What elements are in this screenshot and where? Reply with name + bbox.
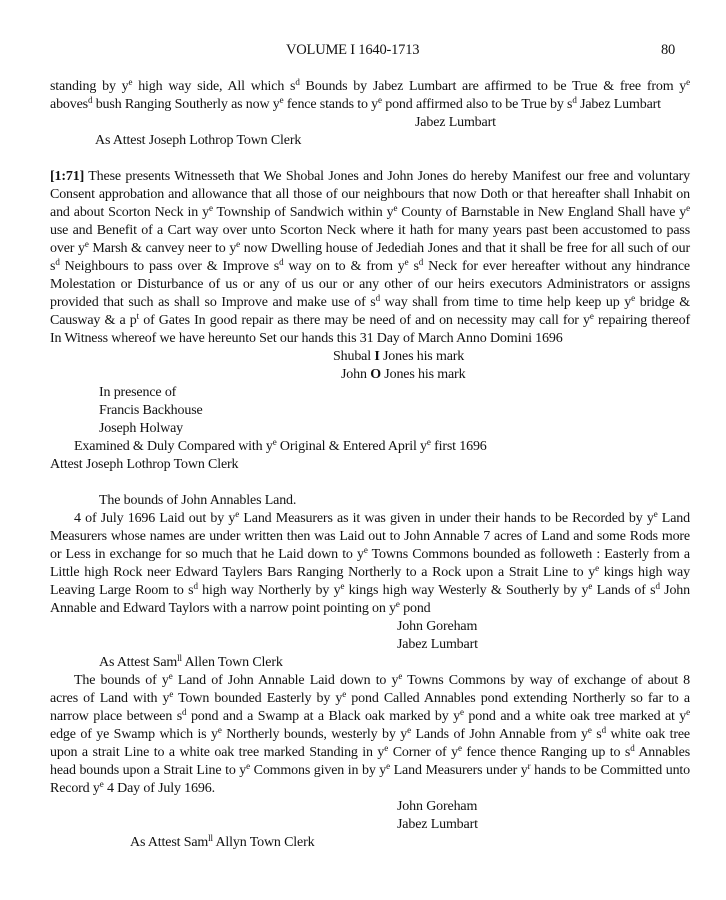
attest-line [50, 456, 238, 474]
body-line [50, 312, 690, 330]
text-segment: repairing thereof [593, 313, 690, 328]
body-line [74, 438, 487, 456]
text-segment: use and Benefit of a Cart way over unto Scorton Neck where it hath for many years past been accustomed to pass [50, 223, 690, 238]
body-line [50, 258, 690, 276]
superscript: d [572, 95, 577, 105]
body-line [50, 672, 690, 690]
body-line [50, 96, 661, 114]
text-segment: and about Scorton Neck in y [50, 205, 209, 220]
bold-text: [1:71] [50, 169, 85, 184]
superscript: e [208, 203, 213, 213]
text-segment: acres of Land with y [50, 691, 170, 706]
text-segment: upon a strait Line to a white oak tree marked Standing in y [50, 745, 385, 760]
page-number: 80 [661, 42, 676, 58]
superscript: e [588, 581, 593, 591]
superscript: e [589, 311, 594, 321]
text-segment: high way side, All which s [132, 79, 296, 94]
superscript: e [169, 689, 174, 699]
superscript: d [630, 743, 635, 753]
body-line [50, 186, 690, 204]
superscript: ll [208, 833, 213, 843]
text-segment: These presents Witnesseth that We Shobal Jones and John Jones do hereby Manifest our free and voluntary [84, 169, 690, 184]
superscript: e [272, 437, 277, 447]
bold-text: I [374, 349, 380, 364]
text-segment: pond and a white oak tree marked at y [463, 709, 687, 724]
body-line [50, 546, 690, 564]
body-line [50, 582, 690, 600]
text-segment: Neck for ever hereafter without any hindrance [423, 259, 690, 274]
superscript: d [601, 725, 606, 735]
text-segment: first 1696 [430, 439, 487, 454]
text-segment: Land of John Annable Laid down to y [172, 673, 399, 688]
text-segment: Land Measurers under y [390, 763, 528, 778]
superscript: e [686, 707, 691, 717]
signature-line [341, 366, 465, 384]
superscript: e [384, 743, 389, 753]
superscript: e [631, 293, 635, 303]
body-line [50, 78, 690, 96]
superscript: e [459, 707, 464, 717]
text-segment: or Less in exchange for so much that he Laid down to y [50, 547, 364, 562]
text-segment: Jones his mark [379, 349, 465, 364]
text-segment: over y [50, 241, 85, 256]
superscript: e [457, 743, 462, 753]
superscript: d [193, 581, 198, 591]
text-segment: white oak tree [605, 727, 690, 742]
text-segment: Jones his mark [380, 367, 466, 382]
superscript: d [295, 77, 300, 87]
text-segment: head bounds upon a Strait Line to y [50, 763, 247, 778]
text-segment: John [659, 583, 691, 598]
text-segment: Shubal [333, 349, 375, 364]
body-line [50, 726, 690, 744]
text-segment: Record y [50, 781, 100, 796]
text-segment: As Attest Sam [99, 655, 178, 670]
text-segment: Lands of s [592, 583, 656, 598]
body-line [50, 168, 690, 186]
body-line [50, 528, 690, 546]
section-heading [99, 492, 296, 510]
text-segment: John Goreham [397, 619, 478, 634]
superscript: d [655, 581, 660, 591]
text-segment: kings high way [598, 565, 690, 580]
body-line [50, 240, 690, 258]
body-line [50, 330, 563, 348]
superscript: e [279, 95, 284, 105]
superscript: e [128, 77, 133, 87]
superscript: e [236, 239, 241, 249]
text-segment: Marsh & canvey neer to y [88, 241, 237, 256]
text-segment: now Dwelling house of Jedediah Jones and that it shall be free for all such of our [240, 241, 690, 256]
text-segment: high way Northerly by y [197, 583, 341, 598]
witness-line [99, 384, 176, 402]
superscript: d [87, 95, 93, 105]
superscript: e [340, 581, 345, 591]
superscript: e [398, 671, 403, 681]
text-segment: Towns Commons bounded as followeth : Easterly from a [367, 547, 690, 562]
superscript: e [393, 203, 398, 213]
text-segment: pond affirmed also to be True by s [381, 97, 573, 112]
text-segment: Little high Rock neer Edward Taylers Bars Ranging Northerly to a Rock upon a Strait Line to y [50, 565, 596, 580]
text-segment: In Witness whereof we have hereunto Set our hands this 31 Day of March Anno Domini 1696 [50, 331, 563, 346]
text-segment: Original & Entered April y [276, 439, 427, 454]
body-line [50, 600, 431, 618]
superscript: d [55, 257, 60, 267]
superscript: e [363, 545, 368, 555]
superscript: d [182, 707, 187, 717]
superscript: e [342, 689, 347, 699]
text-segment: Northerly bounds, westerly by y [221, 727, 408, 742]
attest-line [99, 654, 283, 672]
attest-line [130, 834, 314, 852]
text-segment: 4 Day of July 1696. [103, 781, 215, 796]
text-segment: Examined & Duly Compared with y [74, 439, 273, 454]
body-line [50, 744, 690, 762]
text-segment: Township of Sandwich within y [212, 205, 394, 220]
superscript: e [686, 203, 690, 213]
superscript: e [407, 725, 411, 735]
volume-title: VOLUME I 1640-1713 [286, 42, 420, 58]
text-segment: Causway & a p [50, 313, 137, 328]
signature-line [397, 816, 478, 834]
text-segment: As Attest Sam [130, 835, 209, 850]
text-segment: Leaving Large Room to s [50, 583, 194, 598]
text-segment: Neighbours to pass over & Improve s [59, 259, 280, 274]
signature-line [415, 114, 496, 132]
text-segment: The bounds of John Annables Land. [99, 493, 297, 508]
superscript: e [653, 509, 658, 519]
witness-line [99, 420, 183, 438]
text-segment: Jabez Lumbart [415, 115, 496, 130]
superscript: e [378, 95, 382, 105]
body-line [50, 222, 690, 240]
text-segment: bush Ranging Southerly as now y [92, 97, 280, 112]
text-segment: s [591, 727, 602, 742]
signature-line [397, 798, 477, 816]
text-segment: bridge & [635, 295, 690, 310]
text-segment: Annable and Edward Taylors with a narrow point pointing on y [50, 601, 396, 616]
text-segment: Allyn Town Clerk [212, 835, 315, 850]
superscript: e [686, 77, 690, 87]
text-segment: 4 of July 1696 Laid out by y [74, 511, 236, 526]
text-segment: narrow place between s [50, 709, 183, 724]
text-segment: Molestation or Disturbance of us or any of us our or any other of our heirs executors Administrators or assigns [50, 277, 690, 292]
text-segment: s [408, 259, 419, 274]
text-segment: Allen Town Clerk [181, 655, 283, 670]
superscript: d [279, 257, 284, 267]
superscript: d [375, 293, 380, 303]
text-segment: Annables [634, 745, 691, 760]
text-segment: The bounds of y [74, 673, 169, 688]
text-segment: Measurers whose names are under written then was Laid out to John Annable 7 acres of Land and some Rods more [50, 529, 690, 544]
text-segment: of Gates In good repair as there may be need of and on necessity may call for y [138, 313, 590, 328]
text-segment: As Attest Joseph Lothrop Town Clerk [95, 133, 302, 148]
body-line [50, 762, 690, 780]
superscript: d [418, 257, 424, 267]
superscript: ll [177, 653, 182, 663]
text-segment: Commons given in by y [250, 763, 387, 778]
superscript: e [386, 761, 391, 771]
superscript: e [426, 437, 431, 447]
text-segment: aboves [50, 97, 88, 112]
superscript: e [595, 563, 599, 573]
body-line [50, 204, 690, 222]
text-segment: Attest Joseph Lothrop Town Clerk [50, 457, 239, 472]
superscript: e [246, 761, 251, 771]
superscript: r [527, 761, 531, 771]
text-segment: way shall from time to time help keep up y [379, 295, 632, 310]
text-segment: Lands of John Annable from y [410, 727, 588, 742]
text-segment: pond Called Annables pond extending Northerly so far to a [346, 691, 690, 706]
superscript: e [404, 257, 409, 267]
text-segment: pond [399, 601, 431, 616]
text-segment: Corner of y [388, 745, 458, 760]
text-segment: Town bounded Easterly by y [173, 691, 343, 706]
body-line [50, 690, 690, 708]
body-line [50, 294, 690, 312]
text-segment: Joseph Holway [99, 421, 183, 436]
text-segment: s [50, 259, 56, 274]
text-segment: edge of ye Swamp which is y [50, 727, 218, 742]
signature-line [397, 636, 478, 654]
text-segment: County of Barnstable in New England Shall have y [397, 205, 687, 220]
superscript: e [587, 725, 592, 735]
body-line [50, 564, 690, 582]
text-segment: Land Measurers as it was given in under their hands to be Recorded by y [239, 511, 654, 526]
text-segment: Land [657, 511, 690, 526]
text-segment: fence thence Ranging up to s [461, 745, 631, 760]
superscript: t [136, 311, 139, 321]
text-segment: Francis Backhouse [99, 403, 203, 418]
superscript: e [84, 239, 89, 249]
superscript: e [168, 671, 173, 681]
text-segment: way on to & from y [283, 259, 405, 274]
body-line [50, 276, 690, 294]
body-line [50, 780, 215, 798]
text-segment: Bounds by Jabez Lumbart are affirmed to be True & free from y [299, 79, 687, 94]
text-segment: John Goreham [397, 799, 478, 814]
text-segment: hands to be Committed unto [530, 763, 691, 778]
signature-line [397, 618, 477, 636]
text-segment: Towns Commons by way of exchange of about 8 [402, 673, 690, 688]
signature-line [333, 348, 464, 366]
superscript: e [395, 599, 400, 609]
witness-line [99, 402, 203, 420]
body-line [50, 510, 690, 528]
bold-text: O [370, 367, 381, 382]
text-segment: Jabez Lumbart [397, 637, 478, 652]
text-segment: Jabez Lumbart [576, 97, 661, 112]
text-segment: standing by y [50, 79, 129, 94]
text-segment: pond and a Swamp at a Black oak marked by y [186, 709, 460, 724]
text-segment: In presence of [99, 385, 177, 400]
superscript: e [235, 509, 240, 519]
text-segment: fence stands to y [283, 97, 379, 112]
text-segment: John [341, 367, 371, 382]
superscript: e [99, 779, 104, 789]
text-segment: Jabez Lumbart [397, 817, 478, 832]
text-segment: kings high way Westerly & Southerly by y [344, 583, 589, 598]
attest-line [95, 132, 301, 150]
body-line [50, 708, 690, 726]
text-segment: provided that such as shall so Improve and make use of s [50, 295, 376, 310]
text-segment: Consent approbation and allowance that all those of our neighbours that now Doth or that hereafter shall Inhabit on [50, 187, 690, 202]
superscript: e [217, 725, 222, 735]
